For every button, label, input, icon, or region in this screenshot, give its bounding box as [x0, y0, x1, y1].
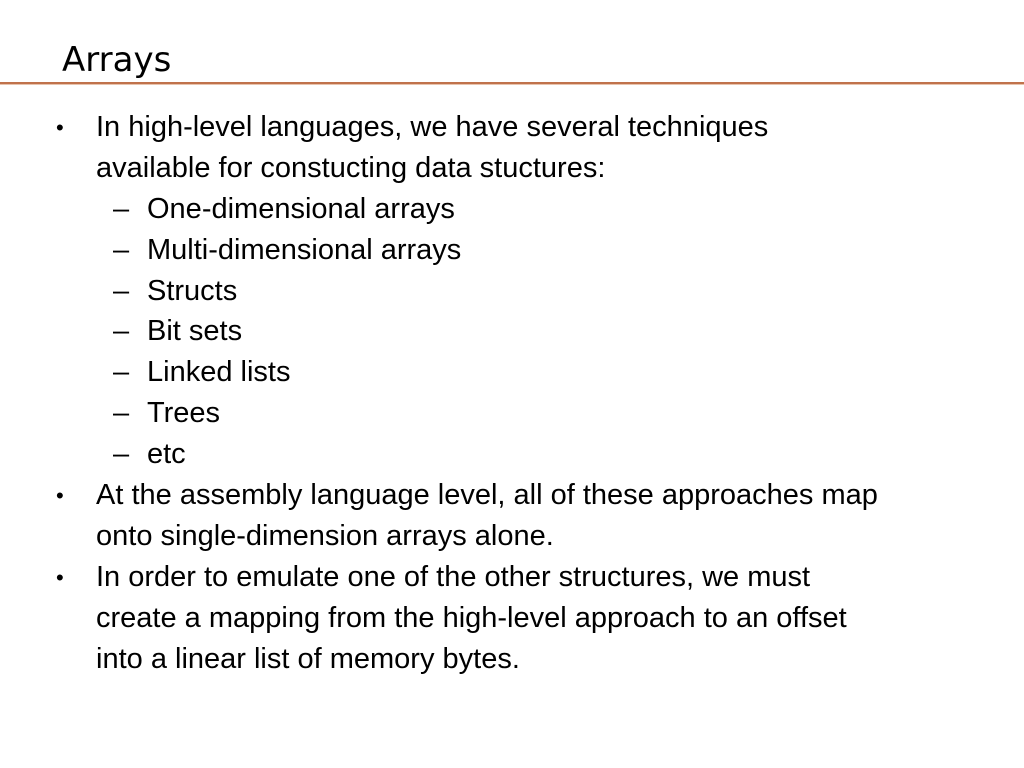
sub-bullet-item	[0, 434, 1024, 475]
dash-icon: –	[113, 193, 130, 225]
bullet-item-techniques	[0, 107, 1012, 189]
bullet-line: In order to emulate one of the other structures, we must	[96, 560, 811, 593]
sub-bullet-item	[0, 230, 1024, 271]
dash-icon: –	[113, 356, 130, 389]
sub-bullet-item	[0, 189, 1024, 230]
slide-content	[0, 107, 1024, 680]
bullet-icon: •	[56, 564, 64, 590]
dash-icon: –	[113, 437, 130, 470]
sub-bullet-item	[0, 311, 1024, 352]
dash-icon: –	[113, 396, 130, 429]
slide-title: Arrays	[62, 40, 172, 80]
sub-bullet-text: One-dimensional arrays	[147, 193, 455, 225]
sub-bullet-item	[0, 393, 1024, 434]
dash-icon: –	[113, 233, 130, 266]
bullet-line: onto single-dimension arrays alone.	[96, 519, 554, 552]
bullet-line: In high-level languages, we have several techniques	[96, 111, 769, 143]
dash-icon: –	[113, 315, 130, 348]
sub-bullet-text: Trees	[147, 396, 221, 429]
sub-bullet-text: Multi-dimensional arrays	[147, 233, 462, 266]
sub-bullet-text: Linked lists	[147, 356, 291, 389]
bullet-item-assembly	[0, 475, 1012, 557]
dash-icon: –	[113, 274, 130, 307]
sub-bullet-item	[0, 271, 1024, 312]
sub-bullet-text: Bit sets	[147, 315, 243, 348]
bullet-line: At the assembly language level, all of these approaches map	[96, 478, 878, 511]
bullet-icon: •	[56, 482, 64, 508]
sub-bullet-text: etc	[147, 437, 186, 470]
bullet-line: into a linear list of memory bytes.	[96, 642, 520, 675]
title-divider	[0, 82, 1024, 85]
sub-bullet-text: Structs	[147, 274, 238, 307]
sub-bullet-item	[0, 352, 1024, 393]
bullet-item-emulate	[0, 557, 1012, 680]
bullet-line: create a mapping from the high-level approach to an offset	[96, 601, 847, 634]
bullet-line: available for constucting data stuctures:	[96, 152, 606, 184]
bullet-icon: •	[56, 115, 64, 140]
sub-bullet-list	[0, 189, 1024, 475]
